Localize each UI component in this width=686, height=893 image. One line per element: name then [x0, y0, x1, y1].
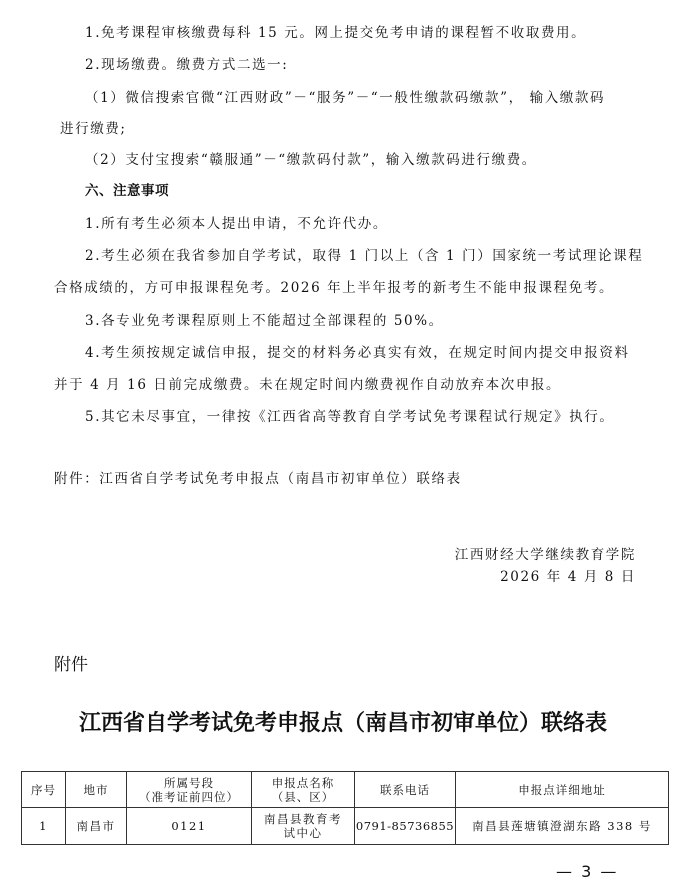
cell-segment: 0121	[127, 808, 252, 845]
fee-item-2: 2.现场缴费。缴费方式二选一:	[85, 57, 289, 73]
cell-address: 南昌县莲塘镇澄湖东路 338 号	[456, 808, 669, 845]
header-phone: 联系电话	[355, 772, 456, 808]
cell-site-name: 南昌县教育考 试中心	[252, 808, 355, 845]
header-city: 地市	[66, 772, 127, 808]
note-item-4-cont: 并于 4 月 16 日前完成缴费。未在规定时间内缴费视作自动放弃本次申报。	[54, 377, 562, 393]
signature-date: 2026 年 4 月 8 日	[500, 569, 636, 585]
header-address: 申报点详细地址	[456, 772, 669, 808]
table-header-row	[22, 772, 669, 808]
table-row	[22, 808, 669, 845]
signature-org: 江西财经大学继续教育学院	[454, 547, 636, 563]
note-item-3: 3.各专业免考课程原则上不能超过全部课程的 50%。	[85, 313, 444, 329]
contact-table	[21, 771, 669, 845]
note-item-4: 4.考生须按规定诚信申报，提交的材料务必真实有效，在规定时间内提交申报资料	[85, 345, 630, 361]
note-item-2: 2.考生必须在我省参加自学考试，取得 1 门以上（含 1 门）国家统一考试理论课程	[85, 248, 644, 264]
header-index: 序号	[22, 772, 66, 808]
note-item-2-cont: 合格成绩的，方可申报课程免考。2026 年上半年报考的新考生不能申报课程免考。	[54, 280, 615, 296]
fee-item-1: 1.免考课程审核缴费每科 15 元。网上提交免考申请的课程暂不收取费用。	[85, 25, 587, 41]
fee-option-1: （1）微信搜索官微“江西财政”－“服务”－“一般性缴款码缴款”， 输入缴款码	[85, 90, 606, 106]
fee-option-2: （2）支付宝搜索“赣服通”－“缴款码付款”，输入缴款码进行缴费。	[85, 152, 537, 168]
note-item-1: 1.所有考生必须本人提出申请，不允许代办。	[85, 216, 388, 232]
header-site-name: 申报点名称 （县、区）	[252, 772, 355, 808]
note-item-5: 5.其它未尽事宜，一律按《江西省高等教育自学考试免考课程试行规定》执行。	[85, 409, 615, 425]
attachment-note: 附件：江西省自学考试免考申报点（南昌市初审单位）联络表	[54, 471, 462, 487]
cell-index: 1	[22, 808, 66, 845]
page-number: — 3 —	[556, 862, 619, 881]
notes-heading: 六、注意事项	[85, 183, 169, 199]
appendix-label: 附件	[54, 655, 88, 675]
fee-option-1-cont: 进行缴费;	[60, 121, 127, 137]
appendix-title: 江西省自学考试免考申报点（南昌市初审单位）联络表	[78, 710, 607, 736]
header-segment: 所属号段 （准考证前四位）	[127, 772, 252, 808]
cell-city: 南昌市	[66, 808, 127, 845]
cell-phone: 0791-85736855	[355, 808, 456, 845]
